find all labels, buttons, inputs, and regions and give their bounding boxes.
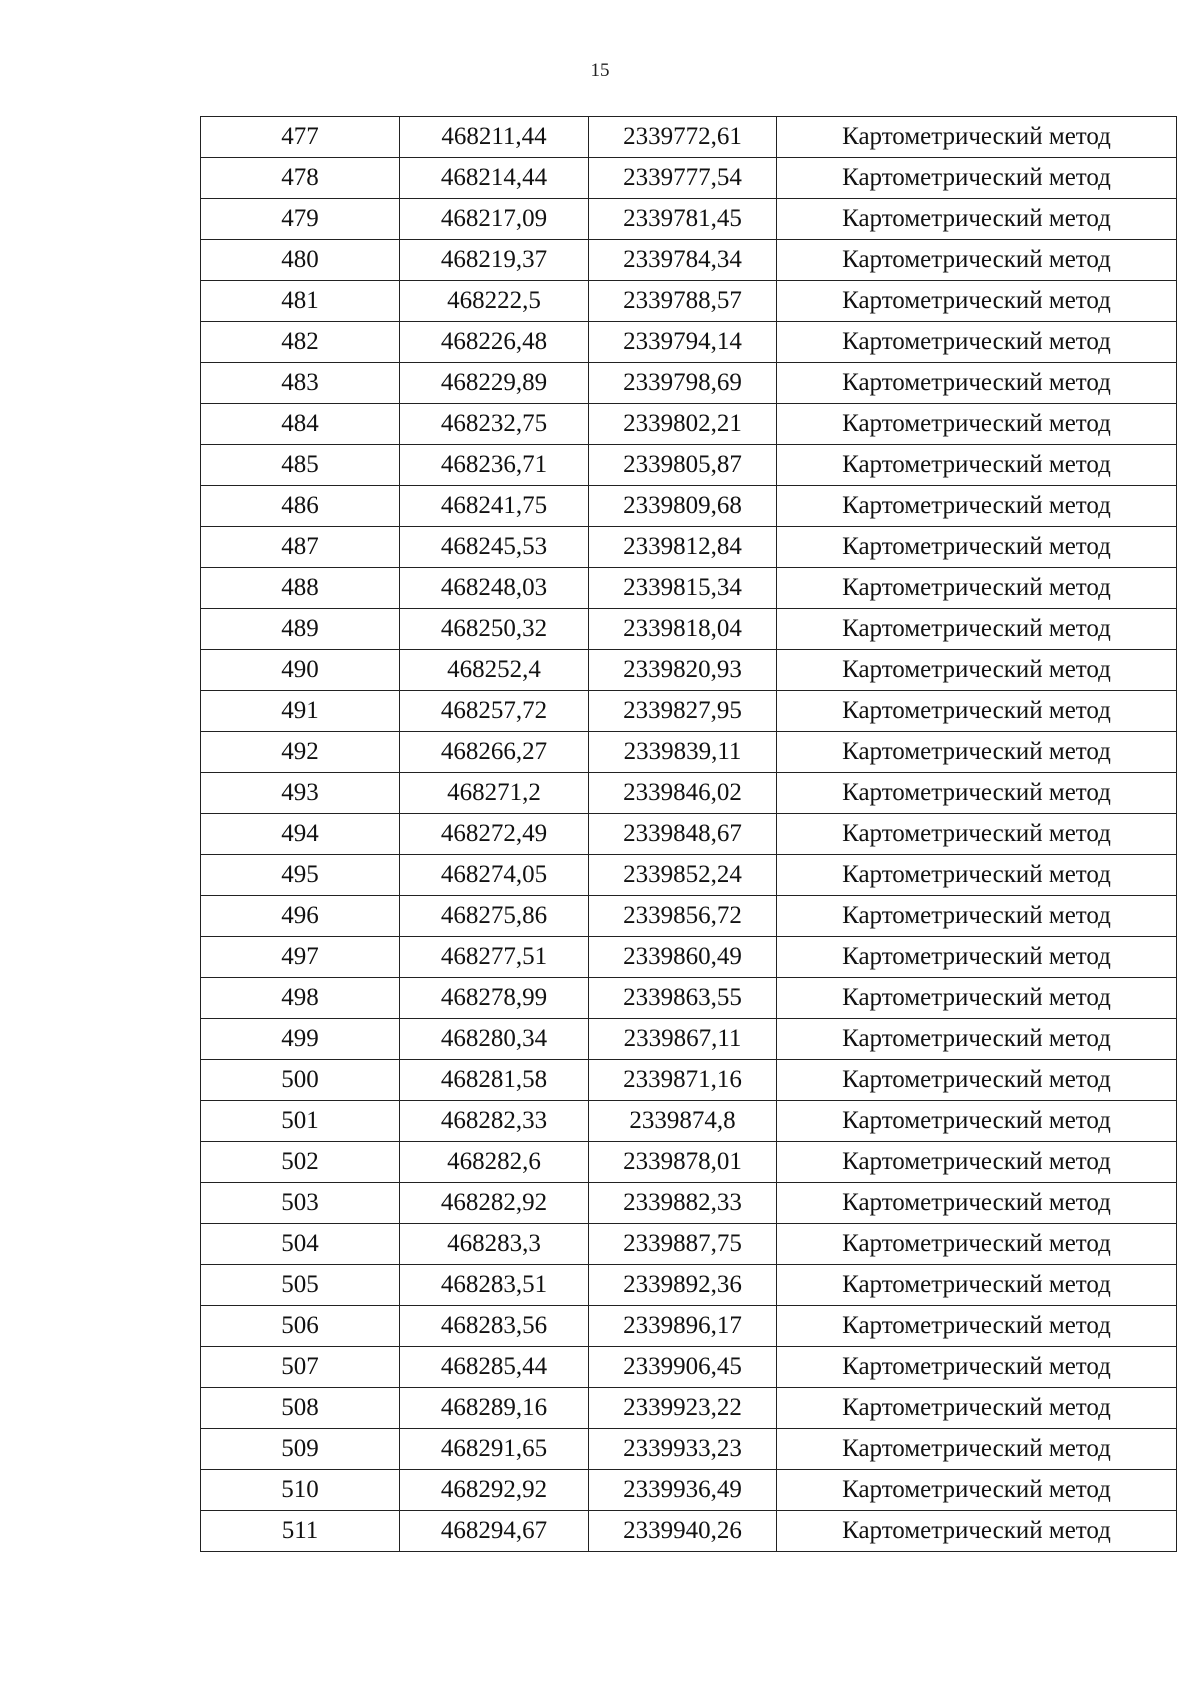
y-coordinate-cell: 2339852,24 <box>589 855 777 896</box>
y-coordinate-cell: 2339887,75 <box>589 1224 777 1265</box>
x-coordinate-cell: 468294,67 <box>400 1511 589 1552</box>
y-coordinate-cell: 2339812,84 <box>589 527 777 568</box>
method-cell: Картометрический метод <box>777 1019 1177 1060</box>
table-row <box>201 1019 1177 1060</box>
y-coordinate-cell: 2339846,02 <box>589 773 777 814</box>
point-number-cell: 495 <box>201 855 400 896</box>
x-coordinate-cell: 468278,99 <box>400 978 589 1019</box>
point-number-cell: 498 <box>201 978 400 1019</box>
point-number-cell: 481 <box>201 281 400 322</box>
method-cell: Картометрический метод <box>777 1347 1177 1388</box>
method-cell: Картометрический метод <box>777 322 1177 363</box>
method-cell: Картометрический метод <box>777 1142 1177 1183</box>
y-coordinate-cell: 2339802,21 <box>589 404 777 445</box>
table-row <box>201 117 1177 158</box>
x-coordinate-cell: 468248,03 <box>400 568 589 609</box>
table-row <box>201 281 1177 322</box>
x-coordinate-cell: 468266,27 <box>400 732 589 773</box>
table-row <box>201 937 1177 978</box>
y-coordinate-cell: 2339923,22 <box>589 1388 777 1429</box>
x-coordinate-cell: 468291,65 <box>400 1429 589 1470</box>
point-number-cell: 479 <box>201 199 400 240</box>
table-row <box>201 1101 1177 1142</box>
method-cell: Картометрический метод <box>777 240 1177 281</box>
x-coordinate-cell: 468214,44 <box>400 158 589 199</box>
table-row <box>201 1060 1177 1101</box>
x-coordinate-cell: 468282,33 <box>400 1101 589 1142</box>
y-coordinate-cell: 2339820,93 <box>589 650 777 691</box>
coordinates-table <box>200 116 1177 1552</box>
method-cell: Картометрический метод <box>777 732 1177 773</box>
method-cell: Картометрический метод <box>777 896 1177 937</box>
method-cell: Картометрический метод <box>777 527 1177 568</box>
table-row <box>201 158 1177 199</box>
method-cell: Картометрический метод <box>777 199 1177 240</box>
y-coordinate-cell: 2339772,61 <box>589 117 777 158</box>
point-number-cell: 496 <box>201 896 400 937</box>
point-number-cell: 502 <box>201 1142 400 1183</box>
point-number-cell: 487 <box>201 527 400 568</box>
point-number-cell: 507 <box>201 1347 400 1388</box>
point-number-cell: 478 <box>201 158 400 199</box>
table-row <box>201 1183 1177 1224</box>
method-cell: Картометрический метод <box>777 937 1177 978</box>
y-coordinate-cell: 2339784,34 <box>589 240 777 281</box>
point-number-cell: 499 <box>201 1019 400 1060</box>
y-coordinate-cell: 2339867,11 <box>589 1019 777 1060</box>
y-coordinate-cell: 2339874,8 <box>589 1101 777 1142</box>
y-coordinate-cell: 2339863,55 <box>589 978 777 1019</box>
table-row <box>201 568 1177 609</box>
table-row <box>201 1306 1177 1347</box>
table-row <box>201 1388 1177 1429</box>
y-coordinate-cell: 2339818,04 <box>589 609 777 650</box>
y-coordinate-cell: 2339892,36 <box>589 1265 777 1306</box>
point-number-cell: 501 <box>201 1101 400 1142</box>
y-coordinate-cell: 2339839,11 <box>589 732 777 773</box>
point-number-cell: 506 <box>201 1306 400 1347</box>
method-cell: Картометрический метод <box>777 158 1177 199</box>
x-coordinate-cell: 468274,05 <box>400 855 589 896</box>
table-row <box>201 404 1177 445</box>
point-number-cell: 488 <box>201 568 400 609</box>
point-number-cell: 509 <box>201 1429 400 1470</box>
x-coordinate-cell: 468252,4 <box>400 650 589 691</box>
table-row <box>201 1142 1177 1183</box>
x-coordinate-cell: 468283,51 <box>400 1265 589 1306</box>
x-coordinate-cell: 468271,2 <box>400 773 589 814</box>
table-row <box>201 363 1177 404</box>
x-coordinate-cell: 468232,75 <box>400 404 589 445</box>
method-cell: Картометрический метод <box>777 609 1177 650</box>
table-row <box>201 445 1177 486</box>
method-cell: Картометрический метод <box>777 650 1177 691</box>
y-coordinate-cell: 2339856,72 <box>589 896 777 937</box>
x-coordinate-cell: 468222,5 <box>400 281 589 322</box>
point-number-cell: 504 <box>201 1224 400 1265</box>
x-coordinate-cell: 468211,44 <box>400 117 589 158</box>
x-coordinate-cell: 468277,51 <box>400 937 589 978</box>
point-number-cell: 477 <box>201 117 400 158</box>
point-number-cell: 511 <box>201 1511 400 1552</box>
table-row <box>201 322 1177 363</box>
table-row <box>201 773 1177 814</box>
point-number-cell: 508 <box>201 1388 400 1429</box>
x-coordinate-cell: 468289,16 <box>400 1388 589 1429</box>
method-cell: Картометрический метод <box>777 1265 1177 1306</box>
coordinates-table-body <box>201 117 1177 1552</box>
point-number-cell: 486 <box>201 486 400 527</box>
method-cell: Картометрический метод <box>777 281 1177 322</box>
x-coordinate-cell: 468283,56 <box>400 1306 589 1347</box>
method-cell: Картометрический метод <box>777 486 1177 527</box>
table-row <box>201 814 1177 855</box>
x-coordinate-cell: 468282,92 <box>400 1183 589 1224</box>
x-coordinate-cell: 468281,58 <box>400 1060 589 1101</box>
point-number-cell: 484 <box>201 404 400 445</box>
point-number-cell: 510 <box>201 1470 400 1511</box>
method-cell: Картометрический метод <box>777 1388 1177 1429</box>
point-number-cell: 490 <box>201 650 400 691</box>
point-number-cell: 493 <box>201 773 400 814</box>
table-row <box>201 978 1177 1019</box>
y-coordinate-cell: 2339805,87 <box>589 445 777 486</box>
method-cell: Картометрический метод <box>777 404 1177 445</box>
method-cell: Картометрический метод <box>777 855 1177 896</box>
method-cell: Картометрический метод <box>777 1429 1177 1470</box>
y-coordinate-cell: 2339788,57 <box>589 281 777 322</box>
x-coordinate-cell: 468285,44 <box>400 1347 589 1388</box>
y-coordinate-cell: 2339906,45 <box>589 1347 777 1388</box>
x-coordinate-cell: 468245,53 <box>400 527 589 568</box>
method-cell: Картометрический метод <box>777 773 1177 814</box>
x-coordinate-cell: 468241,75 <box>400 486 589 527</box>
y-coordinate-cell: 2339781,45 <box>589 199 777 240</box>
x-coordinate-cell: 468275,86 <box>400 896 589 937</box>
table-row <box>201 691 1177 732</box>
table-row <box>201 732 1177 773</box>
method-cell: Картометрический метод <box>777 1224 1177 1265</box>
method-cell: Картометрический метод <box>777 814 1177 855</box>
x-coordinate-cell: 468283,3 <box>400 1224 589 1265</box>
method-cell: Картометрический метод <box>777 1183 1177 1224</box>
y-coordinate-cell: 2339882,33 <box>589 1183 777 1224</box>
table-row <box>201 527 1177 568</box>
method-cell: Картометрический метод <box>777 568 1177 609</box>
y-coordinate-cell: 2339878,01 <box>589 1142 777 1183</box>
x-coordinate-cell: 468280,34 <box>400 1019 589 1060</box>
x-coordinate-cell: 468219,37 <box>400 240 589 281</box>
table-row <box>201 1470 1177 1511</box>
table-row <box>201 240 1177 281</box>
x-coordinate-cell: 468217,09 <box>400 199 589 240</box>
y-coordinate-cell: 2339933,23 <box>589 1429 777 1470</box>
y-coordinate-cell: 2339896,17 <box>589 1306 777 1347</box>
point-number-cell: 503 <box>201 1183 400 1224</box>
point-number-cell: 483 <box>201 363 400 404</box>
point-number-cell: 505 <box>201 1265 400 1306</box>
table-row <box>201 199 1177 240</box>
y-coordinate-cell: 2339936,49 <box>589 1470 777 1511</box>
table-row <box>201 1347 1177 1388</box>
page-number: 15 <box>590 60 610 81</box>
table-row <box>201 650 1177 691</box>
x-coordinate-cell: 468250,32 <box>400 609 589 650</box>
x-coordinate-cell: 468236,71 <box>400 445 589 486</box>
y-coordinate-cell: 2339860,49 <box>589 937 777 978</box>
x-coordinate-cell: 468257,72 <box>400 691 589 732</box>
y-coordinate-cell: 2339777,54 <box>589 158 777 199</box>
table-row <box>201 1511 1177 1552</box>
method-cell: Картометрический метод <box>777 691 1177 732</box>
table-row <box>201 1429 1177 1470</box>
y-coordinate-cell: 2339940,26 <box>589 1511 777 1552</box>
y-coordinate-cell: 2339809,68 <box>589 486 777 527</box>
x-coordinate-cell: 468292,92 <box>400 1470 589 1511</box>
table-row <box>201 609 1177 650</box>
method-cell: Картометрический метод <box>777 1101 1177 1142</box>
x-coordinate-cell: 468272,49 <box>400 814 589 855</box>
x-coordinate-cell: 468226,48 <box>400 322 589 363</box>
x-coordinate-cell: 468282,6 <box>400 1142 589 1183</box>
y-coordinate-cell: 2339871,16 <box>589 1060 777 1101</box>
table-row <box>201 896 1177 937</box>
table-row <box>201 1265 1177 1306</box>
method-cell: Картометрический метод <box>777 1470 1177 1511</box>
point-number-cell: 489 <box>201 609 400 650</box>
y-coordinate-cell: 2339827,95 <box>589 691 777 732</box>
method-cell: Картометрический метод <box>777 363 1177 404</box>
method-cell: Картометрический метод <box>777 978 1177 1019</box>
point-number-cell: 492 <box>201 732 400 773</box>
point-number-cell: 491 <box>201 691 400 732</box>
point-number-cell: 497 <box>201 937 400 978</box>
point-number-cell: 500 <box>201 1060 400 1101</box>
method-cell: Картометрический метод <box>777 445 1177 486</box>
y-coordinate-cell: 2339848,67 <box>589 814 777 855</box>
y-coordinate-cell: 2339798,69 <box>589 363 777 404</box>
point-number-cell: 494 <box>201 814 400 855</box>
point-number-cell: 485 <box>201 445 400 486</box>
x-coordinate-cell: 468229,89 <box>400 363 589 404</box>
table-row <box>201 486 1177 527</box>
y-coordinate-cell: 2339815,34 <box>589 568 777 609</box>
method-cell: Картометрический метод <box>777 1306 1177 1347</box>
method-cell: Картометрический метод <box>777 1511 1177 1552</box>
point-number-cell: 480 <box>201 240 400 281</box>
y-coordinate-cell: 2339794,14 <box>589 322 777 363</box>
table-row <box>201 1224 1177 1265</box>
method-cell: Картометрический метод <box>777 117 1177 158</box>
table-row <box>201 855 1177 896</box>
method-cell: Картометрический метод <box>777 1060 1177 1101</box>
point-number-cell: 482 <box>201 322 400 363</box>
